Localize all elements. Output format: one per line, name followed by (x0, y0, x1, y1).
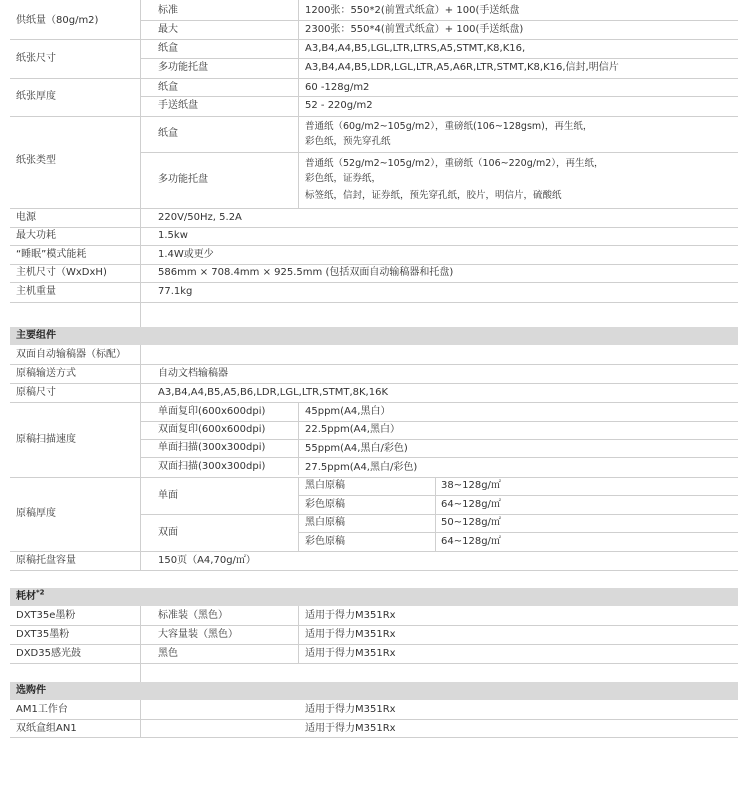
paper-capacity-max-value: 2300张：550*4(前置式纸盒）+ 100(手送纸盘) (305, 24, 524, 35)
option-fit: 适用于得力M351Rx (305, 704, 396, 715)
feed-value: 自动文档输稿器 (158, 368, 228, 379)
divider (10, 227, 738, 228)
sleep-power-label: “睡眠”模式能耗 (16, 249, 87, 260)
section-header-consumables (10, 588, 738, 606)
divider (10, 364, 738, 365)
feed-label: 原稿输送方式 (16, 368, 76, 379)
power-value: 220V/50Hz, 5.2A (158, 212, 242, 223)
scan-speed-name: 单面扫描(300x300dpi) (158, 442, 266, 453)
divider (10, 208, 738, 209)
tray-capacity-label: 原稿托盘容量 (16, 555, 76, 566)
paper-thickness-bypass-name: 手送纸盘 (158, 100, 198, 111)
divider (140, 514, 738, 515)
thickness-type: 彩色原稿 (305, 499, 345, 510)
paper-thickness-label: 纸张厚度 (16, 91, 56, 102)
option-fit: 适用于得力M351Rx (305, 723, 396, 734)
divider (298, 0, 299, 209)
paper-thickness-bypass-value: 52 - 220g/m2 (305, 100, 373, 111)
paper-capacity-label: 供纸量（80g/m2) (16, 15, 99, 26)
paper-size-bypass-value: A3,B4,A4,B5,LDR,LGL,LTR,A5,A6R,LTR,STMT,K8,K16,信封,明信片 (305, 62, 619, 73)
paper-size-cassette-name: 纸盒 (158, 43, 178, 54)
weight-value: 77.1kg (158, 286, 193, 297)
section-header-options (10, 682, 738, 700)
consumable-fit: 适用于得力M351Rx (305, 610, 396, 621)
scan-speed-value: 27.5ppm(A4,黑白/彩色) (305, 462, 418, 473)
divider (298, 532, 738, 533)
sleep-power-value: 1.4W或更少 (158, 249, 214, 260)
thickness-group-name: 单面 (158, 490, 178, 501)
divider (10, 116, 738, 117)
consumable-name: DXT35墨粉 (16, 629, 70, 640)
divider (298, 605, 299, 663)
original-size-label: 原稿尺寸 (16, 387, 56, 398)
divider (140, 152, 738, 153)
power-label: 电源 (16, 212, 36, 223)
thickness-type: 黑白原稿 (305, 517, 345, 528)
tray-capacity-value: 150页（A4,70g/㎡） (158, 555, 256, 566)
scan-speed-value: 55ppm(A4,黑白/彩色) (305, 443, 408, 454)
divider (298, 495, 738, 496)
section-title: 选购件 (16, 685, 46, 696)
consumable-spec: 黑色 (158, 648, 178, 659)
thickness-value: 50~128g/㎡ (441, 517, 501, 528)
divider (10, 78, 738, 79)
paper-type-cassette-name: 纸盒 (158, 128, 178, 139)
option-name: AM1工作台 (16, 704, 68, 715)
dimensions-label: 主机尺寸（WxDxH) (16, 267, 107, 278)
divider (10, 570, 738, 571)
paper-capacity-standard-name: 标准 (158, 5, 178, 16)
divider (10, 282, 738, 283)
divider (10, 663, 738, 664)
consumable-name: DXT35e墨粉 (16, 610, 76, 621)
thickness-type: 黑白原稿 (305, 480, 345, 491)
paper-type-cassette-line: 彩色纸，预先穿孔纸 (305, 136, 391, 147)
scan-speed-name: 双面扫描(300x300dpi) (158, 461, 266, 472)
divider (10, 245, 738, 246)
paper-capacity-standard-value: 1200张：550*2(前置式纸盒）+ 100(手送纸盘 (305, 5, 520, 16)
footnote-mark: *2 (36, 588, 45, 597)
consumable-name: DXD35感光鼓 (16, 648, 81, 659)
scan-speed-value: 45ppm(A4,黑白） (305, 406, 391, 417)
section-title-text: 耗材 (16, 591, 36, 602)
dimensions-value: 586mm × 708.4mm × 925.5mm (包括双面自动输稿器和托盘) (158, 267, 454, 278)
max-power-label: 最大功耗 (16, 230, 56, 241)
scan-speed-value: 22.5ppm(A4,黑白） (305, 424, 400, 435)
divider (140, 96, 738, 97)
max-power-value: 1.5kw (158, 230, 188, 241)
thickness-value: 64~128g/㎡ (441, 536, 501, 547)
paper-size-bypass-name: 多功能托盘 (158, 62, 208, 73)
paper-type-bypass-line: 普通纸（52g/m2~105g/m2），重磅纸（106~220g/m2），再生纸， (305, 158, 604, 169)
paper-type-bypass-name: 多功能托盘 (158, 174, 208, 185)
divider (140, 0, 141, 327)
consumable-spec: 标准装（黑色） (158, 610, 228, 621)
divider (10, 477, 738, 478)
weight-label: 主机重量 (16, 286, 56, 297)
paper-type-bypass-line: 标签纸，信封，证券纸，预先穿孔纸，胶片，明信片，硫酸纸 (305, 190, 562, 201)
original-thickness-label: 原稿厚度 (16, 508, 56, 519)
paper-type-label: 纸张类型 (16, 155, 56, 166)
thickness-group-name: 双面 (158, 527, 178, 538)
original-size-value: A3,B4,A4,B5,A5,B6,LDR,LGL,LTR,STMT,8K,16K (158, 387, 388, 398)
divider (10, 302, 738, 303)
paper-thickness-cassette-name: 纸盒 (158, 82, 178, 93)
scan-speed-name: 单面复印(600x600dpi) (158, 406, 266, 417)
adf-label: 双面自动输稿器（标配） (16, 349, 126, 360)
option-name: 双纸盒组AN1 (16, 723, 77, 734)
paper-size-label: 纸张尺寸 (16, 53, 56, 64)
scan-speed-label: 原稿扫描速度 (16, 434, 76, 445)
consumable-fit: 适用于得力M351Rx (305, 648, 396, 659)
thickness-value: 64~128g/㎡ (441, 499, 501, 510)
thickness-type: 彩色原稿 (305, 536, 345, 547)
consumable-spec: 大容量装（黑色） (158, 629, 238, 640)
divider (10, 551, 738, 552)
section-title: 主要组件 (16, 330, 56, 341)
scan-speed-name: 双面复印(600x600dpi) (158, 424, 266, 435)
paper-thickness-cassette-value: 60 -128g/m2 (305, 82, 370, 93)
paper-type-bypass-line: 彩色纸，证券纸， (305, 173, 382, 184)
paper-capacity-max-name: 最大 (158, 24, 178, 35)
section-header-components (10, 327, 738, 345)
paper-size-cassette-value: A3,B4,A4,B5,LGL,LTR,LTRS,A5,STMT,K8,K16, (305, 43, 526, 54)
paper-type-cassette-line: 普通纸（60g/m2~105g/m2），重磅纸(106~128gsm)，再生纸， (305, 121, 593, 132)
consumable-fit: 适用于得力M351Rx (305, 629, 396, 640)
thickness-value: 38~128g/㎡ (441, 480, 501, 491)
section-title (16, 588, 45, 606)
